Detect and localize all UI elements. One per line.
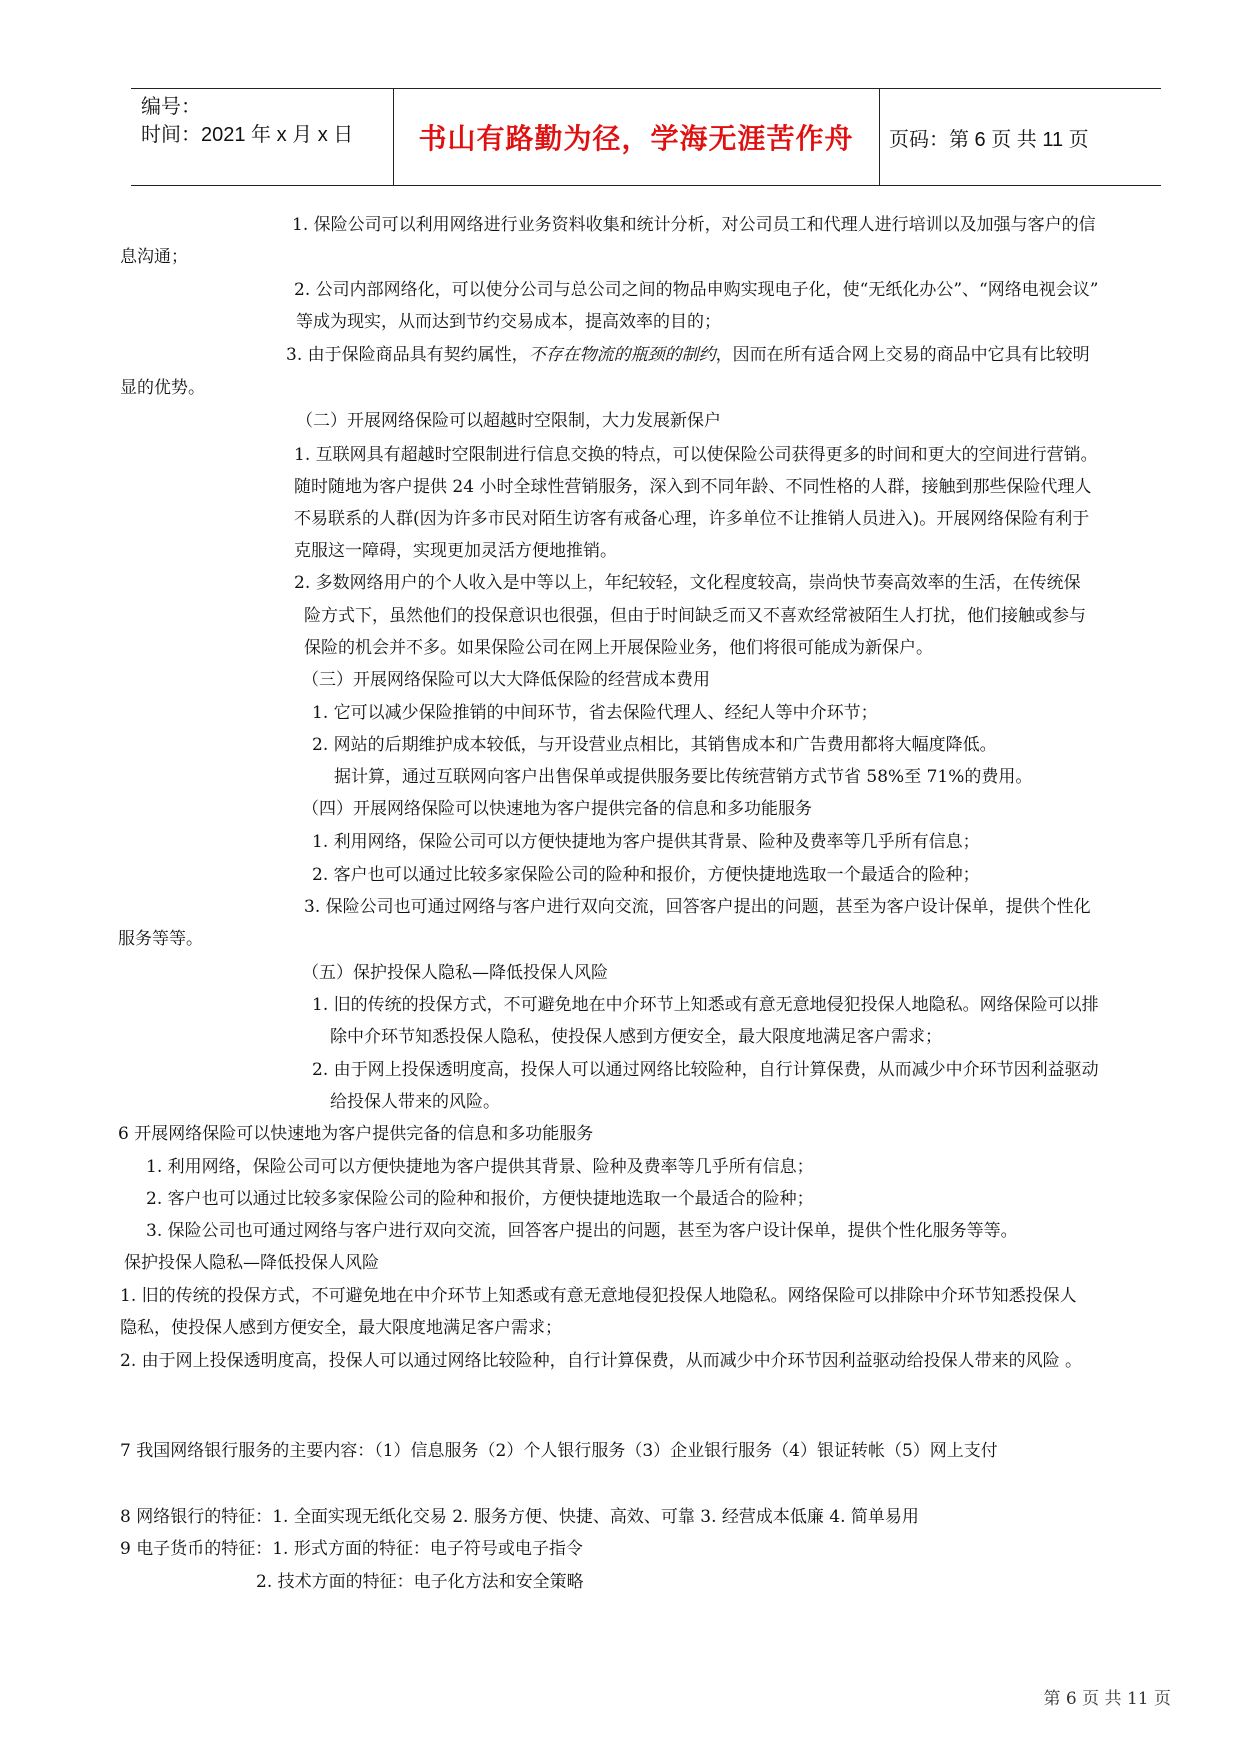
paragraph-line: 随时随地为客户提供 24 小时全球性营销服务，深入到不同年龄、不同性格的人群，接触到那些保险代理人	[294, 477, 1092, 497]
header-meta	[141, 93, 353, 149]
paragraph-line: 除中介环节知悉投保人隐私，使投保人感到方便安全，最大限度地满足客户需求；	[330, 1027, 942, 1047]
paragraph-line: 不易联系的人群(因为许多市民对陌生访客有戒备心理，许多单位不让推销人员进入)。开展网络保险有利于	[294, 509, 1090, 529]
header-page-number: 页码：第 6 页 共 11 页	[889, 128, 1089, 151]
paragraph-line: 克服这一障碍，实现更加灵活方便地推销。	[294, 541, 617, 561]
paragraph-line: 隐私，使投保人感到方便安全，最大限度地满足客户需求；	[120, 1318, 562, 1338]
italic-phrase: 不存在物流的瓶颈的制约	[528, 345, 716, 365]
paragraph-line: 2. 技术方面的特征：电子化方法和安全策略	[256, 1572, 584, 1592]
paragraph-line: 1. 互联网具有超越时空限制进行信息交换的特点，可以使保险公司获得更多的时间和更大的空间进行营销。	[294, 445, 1098, 465]
paragraph-line: 8 网络银行的特征：1. 全面实现无纸化交易 2. 服务方便、快捷、高效、可靠 3. 经营成本低廉 4. 简单易用	[120, 1507, 919, 1527]
paragraph-line: 2. 客户也可以通过比较多家保险公司的险种和报价，方便快捷地选取一个最适合的险种；	[146, 1189, 814, 1209]
section-heading: （五）保护投保人隐私—降低投保人风险	[302, 963, 608, 983]
paragraph-line: 2. 由于网上投保透明度高，投保人可以通过网络比较险种，自行计算保费，从而减少中介环节因利益驱动	[312, 1060, 1099, 1080]
paragraph-line: 据计算，通过互联网向客户出售保单或提供服务要比传统营销方式节省 58%至 71%的费用。	[334, 767, 1033, 787]
document-header	[131, 88, 1161, 186]
paragraph-line: 险方式下，虽然他们的投保意识也很强，但由于时间缺乏而又不喜欢经常被陌生人打扰，他们接触或参与	[304, 606, 1086, 626]
time-label: 时间：2021 年 x 月 x 日	[141, 124, 354, 146]
paragraph-line: 2. 多数网络用户的个人收入是中等以上，年纪较轻，文化程度较高，崇尚快节奏高效率的生活，在传统保	[294, 573, 1081, 593]
paragraph-line: 3. 保险公司也可通过网络与客户进行双向交流，回答客户提出的问题，甚至为客户设计保单，提供个性化服务等等。	[146, 1221, 1018, 1241]
paragraph-line: 2. 客户也可以通过比较多家保险公司的险种和报价，方便快捷地选取一个最适合的险种；	[312, 865, 980, 885]
line-segment: ，因而在所有适合网上交易的商品中它具有比较明	[715, 345, 1090, 365]
section-heading: 保护投保人隐私—降低投保人风险	[124, 1253, 379, 1273]
line-segment: 3. 由于保险商品具有契约属性，	[286, 345, 529, 365]
paragraph-line: 2. 公司内部网络化，可以使分公司与总公司之间的物品申购实现电子化，使“无纸化办公”、“网络电视会议”	[294, 280, 1099, 300]
paragraph-line: 3. 保险公司也可通过网络与客户进行双向交流，回答客户提出的问题，甚至为客户设计保单，提供个性化	[304, 897, 1091, 917]
section-heading: （四）开展网络保险可以快速地为客户提供完备的信息和多功能服务	[302, 799, 812, 819]
footer-page-number: 第 6 页 共 11 页	[1043, 1689, 1171, 1709]
section-heading: （二）开展网络保险可以超越时空限制，大力发展新保户	[296, 411, 721, 431]
paragraph-line: 1. 利用网络，保险公司可以方便快捷地为客户提供其背景、险种及费率等几乎所有信息；	[312, 832, 980, 852]
serial-number-label: 编号：	[141, 96, 201, 118]
paragraph-line: 1. 旧的传统的投保方式，不可避免地在中介环节上知悉或有意无意地侵犯投保人地隐私。网络保险可以排	[312, 995, 1099, 1015]
paragraph-line: 1. 利用网络，保险公司可以方便快捷地为客户提供其背景、险种及费率等几乎所有信息；	[146, 1157, 814, 1177]
section-heading: 6 开展网络保险可以快速地为客户提供完备的信息和多功能服务	[118, 1124, 594, 1144]
paragraph-line: 服务等等。	[118, 929, 203, 949]
section-heading: （三）开展网络保险可以大大降低保险的经营成本费用	[302, 670, 710, 690]
header-divider	[879, 89, 880, 185]
paragraph-line: 2. 网站的后期维护成本较低，与开设营业点相比，其销售成本和广告费用都将大幅度降低。	[312, 735, 997, 755]
paragraph-line: 1. 保险公司可以利用网络进行业务资料收集和统计分析，对公司员工和代理人进行培训以及加强与客户的信	[292, 215, 1096, 235]
paragraph-line: 2. 由于网上投保透明度高，投保人可以通过网络比较险种，自行计算保费，从而减少中介环节因利益驱动给投保人带来的风险 。	[120, 1351, 1083, 1371]
paragraph-line: 等成为现实，从而达到节约交易成本，提高效率的目的；	[296, 312, 721, 332]
paragraph-line: 保险的机会并不多。如果保险公司在网上开展保险业务，他们将很可能成为新保户。	[304, 638, 933, 658]
paragraph-line: 7 我国网络银行服务的主要内容：（1）信息服务（2）个人银行服务（3）企业银行服务（4）银证转帐（5）网上支付	[120, 1441, 998, 1461]
paragraph-line: 给投保人带来的风险。	[330, 1092, 500, 1112]
paragraph-line: 1. 它可以减少保险推销的中间环节，省去保险代理人、经纪人等中介环节；	[312, 703, 878, 723]
paragraph-line: 1. 旧的传统的投保方式，不可避免地在中介环节上知悉或有意无意地侵犯投保人地隐私。网络保险可以排除中介环节知悉投保人	[120, 1286, 1077, 1306]
header-motto: 书山有路勤为径，学海无涯苦作舟	[418, 122, 854, 155]
paragraph-line	[286, 344, 1090, 366]
paragraph-line: 9 电子货币的特征：1. 形式方面的特征：电子符号或电子指令	[120, 1539, 583, 1559]
paragraph-line: 显的优势。	[120, 378, 205, 398]
paragraph-line: 息沟通；	[120, 247, 188, 267]
